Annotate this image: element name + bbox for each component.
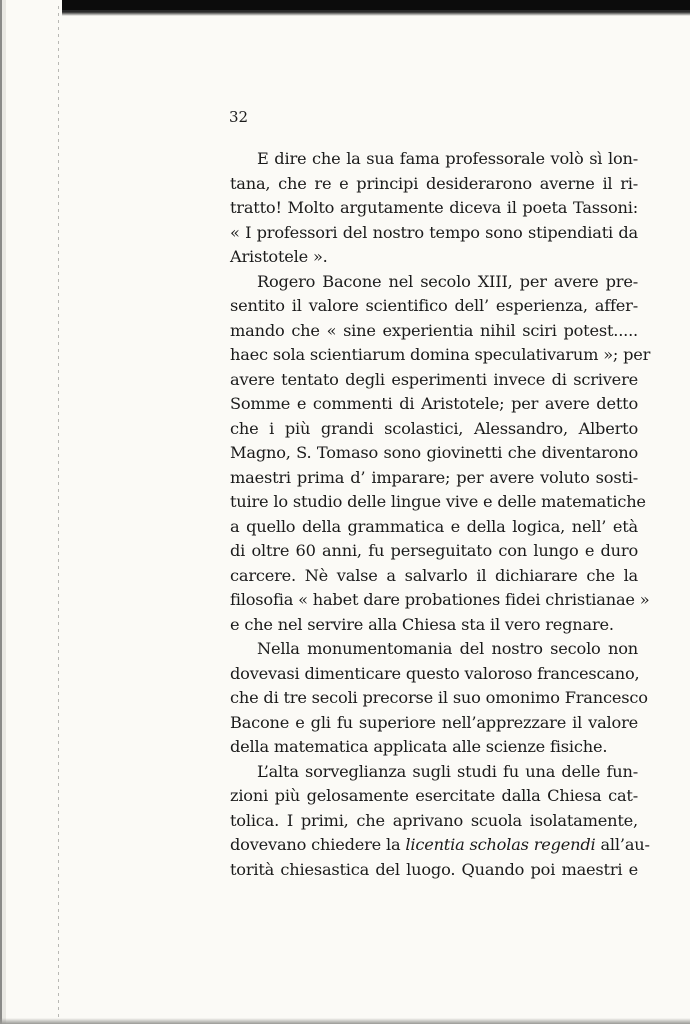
text-line: tuire lo studio delle lingue vive e delle matematiche	[230, 492, 646, 511]
text-line: carcere. Nè valse a salvarlo il dichiarare che la	[230, 565, 638, 585]
text-line: Aristotele ».	[230, 247, 328, 266]
text-line: « I professori del nostro tempo sono stipendiati da	[230, 222, 638, 242]
text-line: E dire che la sua fama professorale volò sì lon-	[257, 149, 638, 168]
text-line: e che nel servire alla Chiesa sta il vero regnare.	[230, 614, 614, 634]
italic-phrase: licentia scholas regendi	[405, 835, 596, 854]
text-line: haec sola scientiarum domina speculativarum »; per	[230, 345, 651, 364]
scan-top-edge	[0, 0, 690, 16]
text-line: torità chiesastica del luogo. Quando poi maestri e	[230, 859, 638, 879]
text-line: della matematica applicata alle scienze fisiche.	[230, 737, 608, 756]
text-line: Rogero Bacone nel secolo XIII, per avere pre-	[257, 271, 638, 291]
page-number: 32	[229, 108, 249, 126]
text-line: sentito il valore scientifico dell’ esperienza, affer-	[230, 296, 638, 315]
text-line: filosofia « habet dare probationes fidei christianae »	[230, 590, 650, 609]
text-line: Bacone e gli fu superiore nell’apprezzare il valore	[230, 712, 638, 732]
scan-binding-edge	[0, 0, 62, 1024]
text-line: tratto! Molto argutamente diceva il poeta Tassoni:	[230, 198, 638, 217]
text-line: di oltre 60 anni, fu perseguitato con lungo e duro	[230, 541, 638, 560]
text-line: avere tentato degli esperimenti invece di scrivere	[230, 369, 638, 389]
text-line	[230, 833, 650, 858]
text-segment: dovevano chiedere la	[230, 835, 406, 854]
text-line: dovevasi dimenticare questo valoroso francescano,	[230, 663, 640, 683]
text-line: che di tre secoli precorse il suo omonimo Francesco	[230, 688, 648, 707]
text-line: che i più grandi scolastici, Alessandro, Alberto	[230, 418, 638, 438]
text-segment: all’au-	[595, 835, 650, 854]
scan-bottom-edge	[0, 1018, 690, 1024]
text-line: Magno, S. Tomaso sono giovinetti che diventarono	[230, 443, 638, 462]
text-line: tolica. I primi, che aprivano scuola isolatamente,	[230, 810, 638, 830]
text-line: maestri prima d’ imparare; per avere voluto sosti-	[230, 467, 638, 487]
body-text	[230, 147, 651, 882]
text-line: L’alta sorveglianza sugli studi fu una delle fun-	[257, 761, 638, 781]
text-line: Somme e commenti di Aristotele; per avere detto	[230, 394, 638, 413]
text-line: tana, che re e principi desiderarono averne il ri-	[230, 173, 638, 193]
text-line: mando che « sine experientia nihil sciri potest.....	[230, 320, 638, 340]
text-line: zioni più gelosamente esercitate dalla Chiesa cat-	[230, 786, 638, 805]
text-line: Nella monumentomania del nostro secolo non	[257, 639, 638, 658]
text-line: a quello della grammatica e della logica, nell’ età	[230, 516, 638, 536]
